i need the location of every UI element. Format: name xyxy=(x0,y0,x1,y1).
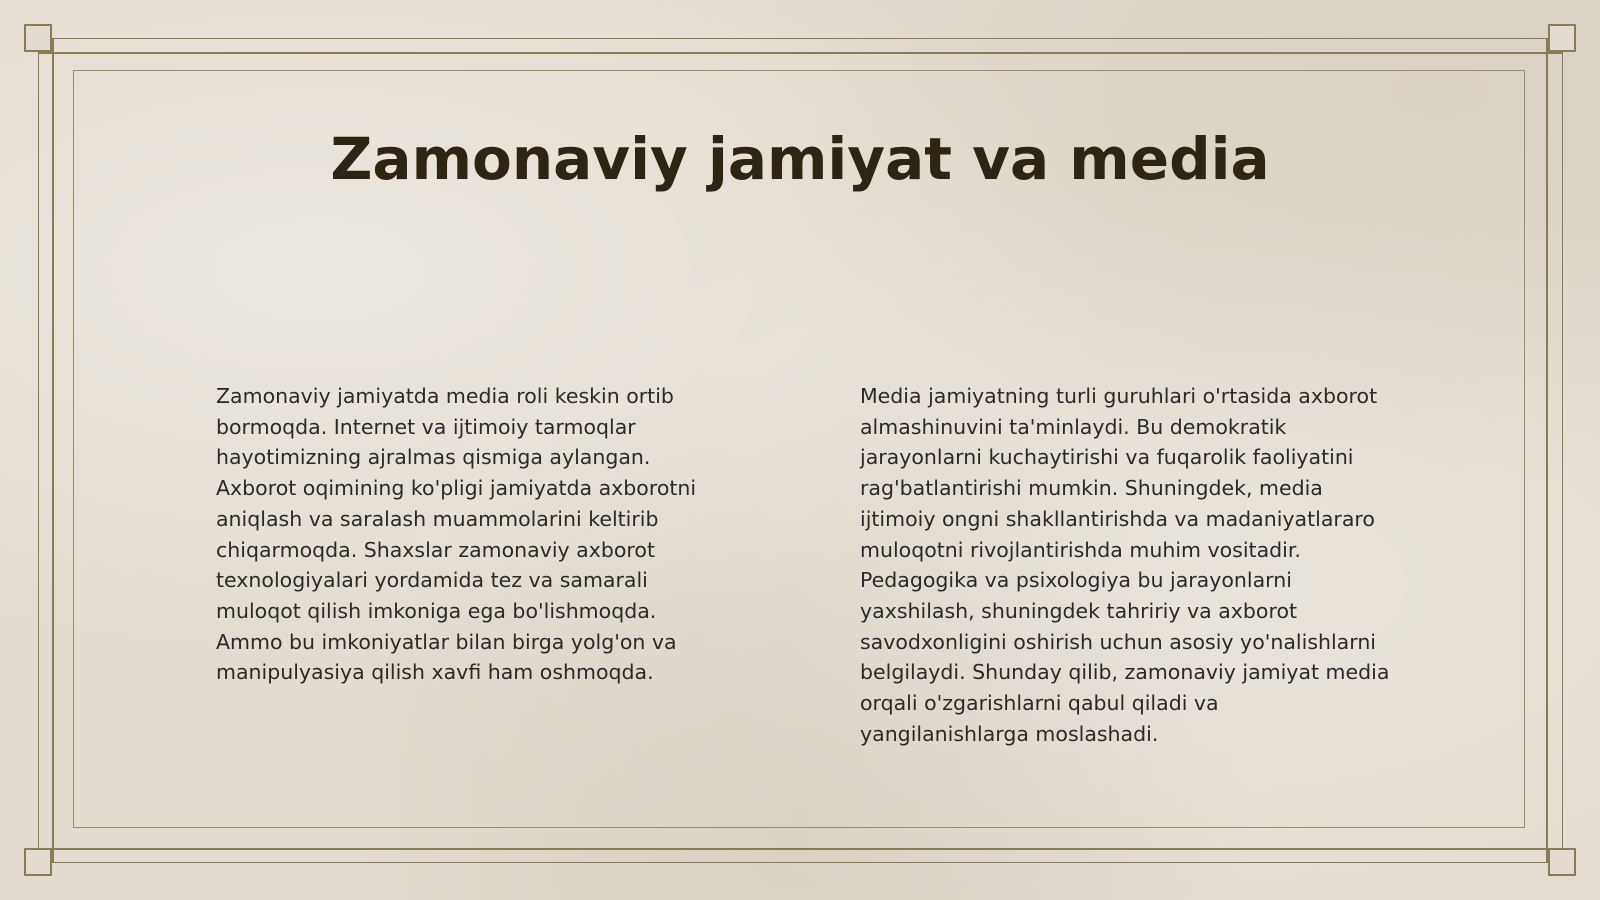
left-paragraph: Zamonaviy jamiyatda media roli keskin ortib bormoqda. Internet va ijtimoiy tarmoqlar hayotimizning ajralmas qismiga aylangan. Axborot oqimining ko'pligi jamiyatda axborotni aniqlash va saralash muammolarini keltirib chiqarmoqda. Shaxslar zamonaviy axborot texnologiyalari yordamida tez va samarali muloqot qilish imkoniga ega bo'lishmoqda. Ammo bu imkoniyatlar bilan birga yolg'on va manipulyasiya qilish xavfi ham oshmoqda. xyxy=(216,384,697,685)
frame-top-outer-rule xyxy=(38,38,1562,39)
frame-right-outer-rule xyxy=(1562,38,1563,862)
frame-bottom-inner-rule xyxy=(38,848,1562,850)
right-paragraph: Media jamiyatning turli guruhlari o'rtasida axborot almashinuvini ta'minlaydi. Bu demokratik jarayonlarni kuchaytirishi va fuqarolik faoliyatini rag'batlantirishi mumkin. Shuningdek, media ijtimoiy ongni shakllantirishda va madaniyatlararo muloqotni rivojlantirishda muhim vositadir. Pedagogika va psixologiya bu jarayonlarni yaxshilash, shuningdek tahririy va axborot savodxonligini oshirish uchun asosiy yo'nalishlarni belgilaydi. Shunday qilib, zamonaviy jamiyat media orqali o'zgarishlarni qabul qiladi va yangilanishlarga moslashadi. xyxy=(860,384,1390,746)
frame-left-inner-rule xyxy=(52,38,54,862)
frame-right-inner-rule xyxy=(1546,38,1548,862)
slide-title: Zamonaviy jamiyat va media xyxy=(330,125,1270,193)
corner-square-top-right xyxy=(1548,24,1576,52)
corner-square-bottom-right xyxy=(1548,848,1576,876)
frame-top-inner-rule xyxy=(38,52,1562,54)
frame-bottom-outer-rule xyxy=(38,862,1562,863)
frame-left-outer-rule xyxy=(38,38,39,862)
corner-square-top-left xyxy=(24,24,52,52)
corner-square-bottom-left xyxy=(24,848,52,876)
